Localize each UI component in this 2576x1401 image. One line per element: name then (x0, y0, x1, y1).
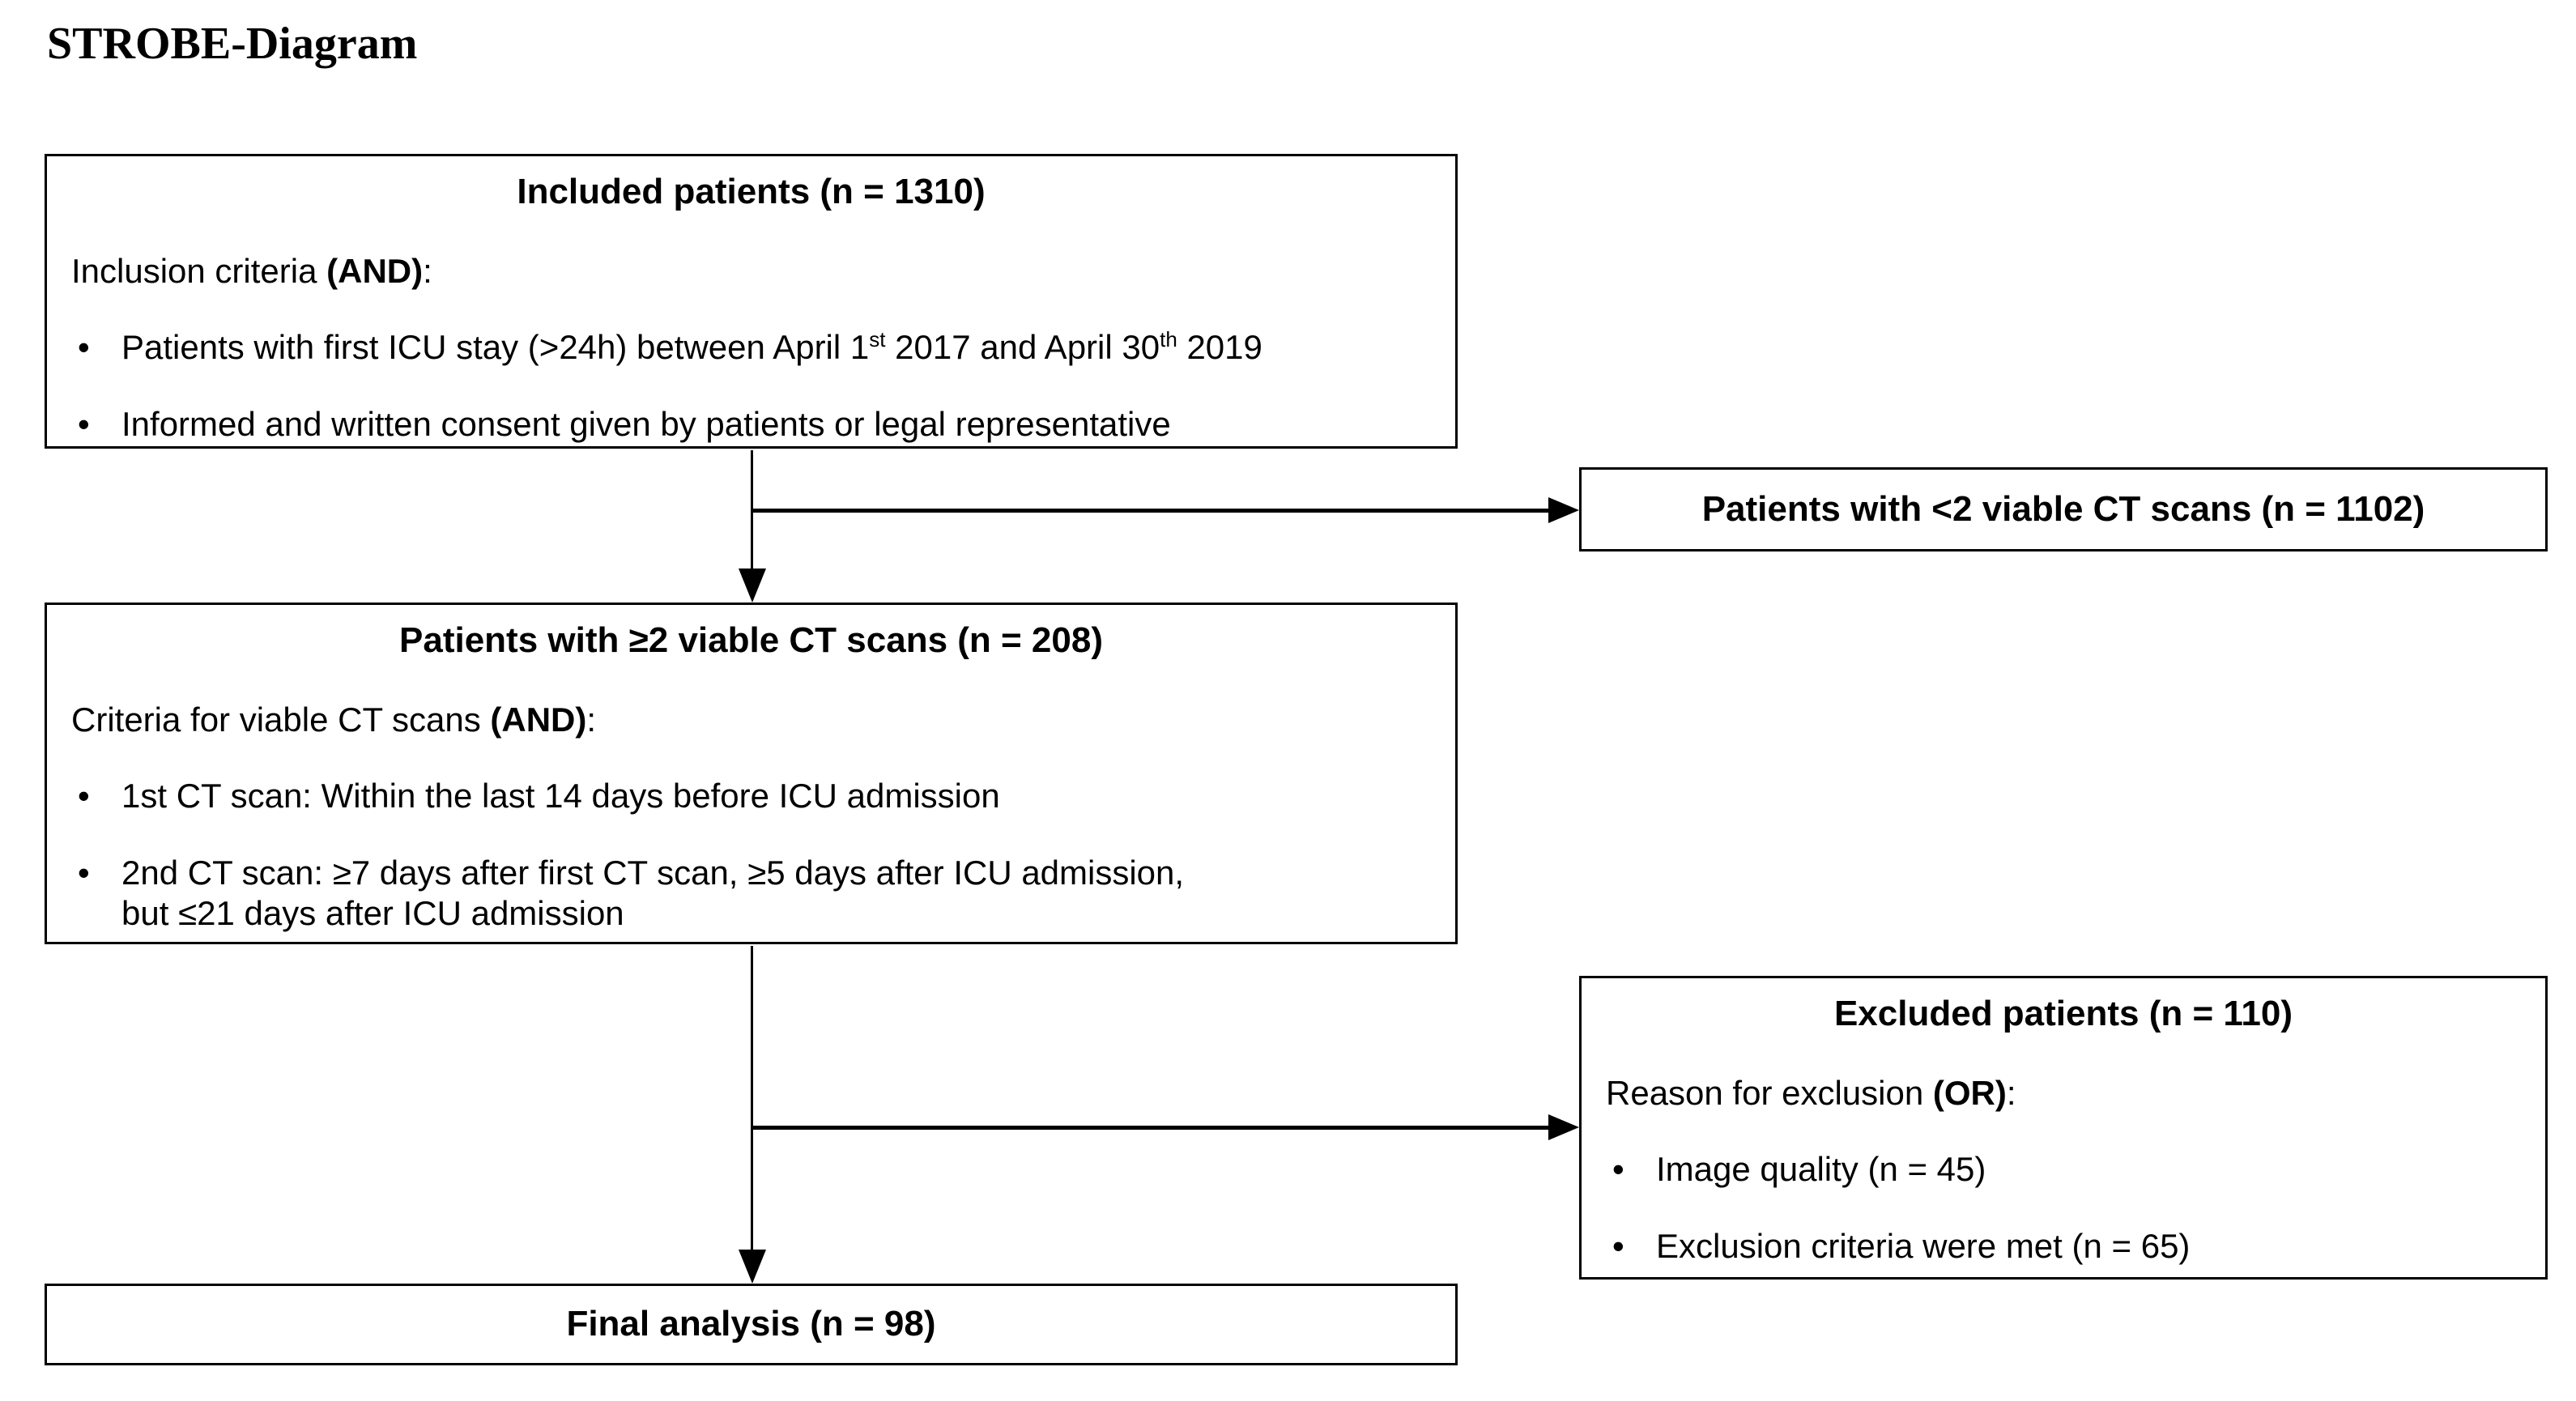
list-item (78, 327, 1431, 368)
bullet-icon: • (1612, 1150, 1624, 1189)
not-viable-title: Patients with <2 viable CT scans (n = 1102) (1701, 488, 2425, 529)
arrowhead-right-icon (1548, 1114, 1579, 1140)
bullet-icon: • (78, 853, 90, 892)
box-not-viable-ct-scans (1579, 467, 2548, 551)
criteria-prefix: Reason for exclusion (1606, 1073, 1933, 1112)
bullet-text-segment: Patients with first ICU stay (>24h) between April 1 (121, 328, 870, 367)
list-item (1612, 1226, 2521, 1267)
page-title: STROBE-Diagram (47, 19, 418, 69)
excluded-patients-title: Excluded patients (n = 110) (1833, 994, 2293, 1033)
connector-branch-to-not-viable-line (752, 509, 1549, 513)
criteria-operator: (AND) (326, 251, 424, 290)
bullet-icon: • (78, 777, 90, 815)
arrowhead-right-icon (1548, 497, 1579, 523)
criteria-prefix: Criteria for viable CT scans (71, 700, 491, 739)
arrowhead-down-icon (739, 568, 766, 603)
exclusion-reason-heading (1606, 1073, 2521, 1114)
criteria-operator: (AND) (490, 700, 587, 739)
box-viable-ct-scans (45, 603, 1458, 944)
criteria-suffix: : (586, 700, 597, 739)
list-item (1612, 1149, 2521, 1190)
inclusion-bullet-icu-stay (121, 327, 1431, 368)
list-item (78, 776, 1431, 816)
bullet-icon: • (1612, 1226, 1624, 1265)
arrowhead-down-icon (739, 1250, 766, 1284)
viable-criteria-heading (71, 700, 1431, 740)
box-final-analysis (45, 1284, 1458, 1365)
box-included-patients (45, 154, 1458, 449)
list-item (78, 853, 1431, 935)
final-analysis-title: Final analysis (n = 98) (566, 1304, 936, 1344)
bullet-text-segment: 2019 (1177, 328, 1262, 367)
inclusion-criteria-heading (71, 251, 1431, 292)
included-patients-title: Included patients (n = 1310) (517, 172, 986, 211)
list-item (78, 404, 1431, 445)
criteria-suffix: : (2006, 1073, 2016, 1112)
bullet-line-2: but ≤21 days after ICU admission (121, 893, 624, 932)
exclusion-bullet-image-quality: Image quality (n = 45) (1656, 1150, 1986, 1189)
viable-bullet-first-ct: 1st CT scan: Within the last 14 days before ICU admission (121, 777, 1000, 815)
criteria-prefix: Inclusion criteria (71, 251, 327, 290)
viable-ct-scans-title: Patients with ≥2 viable CT scans (n = 208) (399, 620, 1103, 660)
bullet-line-1: 2nd CT scan: ≥7 days after first CT scan, ≥5 days after ICU admission, (121, 853, 1185, 892)
ordinal-superscript: st (869, 327, 886, 352)
exclusion-bullet-criteria-met: Exclusion criteria were met (n = 65) (1656, 1226, 2191, 1265)
ordinal-superscript: th (1160, 327, 1177, 352)
connector-viable-to-final-line (751, 946, 753, 1250)
inclusion-bullet-consent: Informed and written consent given by patients or legal representative (121, 404, 1171, 443)
criteria-suffix: : (423, 251, 432, 290)
viable-bullet-second-ct (121, 853, 1431, 935)
bullet-icon: • (78, 328, 90, 367)
bullet-icon: • (78, 404, 90, 443)
criteria-operator: (OR) (1932, 1073, 2007, 1112)
bullet-text-segment: 2017 and April 30 (885, 328, 1160, 367)
connector-branch-to-excluded-line (752, 1126, 1549, 1130)
box-excluded-patients (1579, 976, 2548, 1280)
